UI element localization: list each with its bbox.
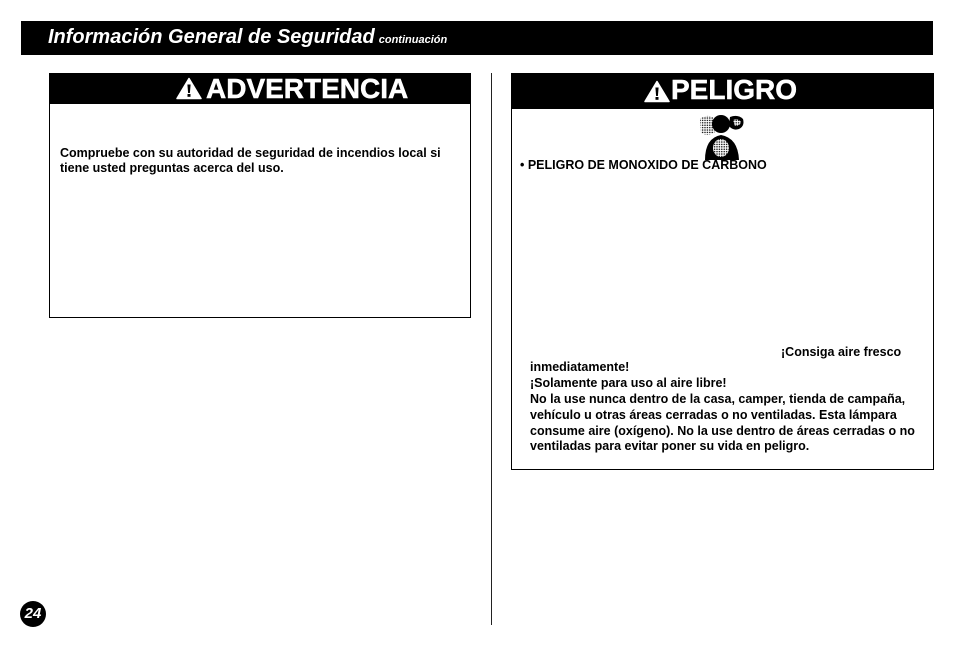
danger-body-line: ¡Consiga aire fresco: [781, 345, 902, 359]
danger-header: [512, 74, 933, 109]
warning-box: [49, 73, 471, 318]
danger-body-line: inmediatamente!: [530, 360, 630, 374]
danger-body-line: No la use nunca dentro de la casa, camper, tienda de campaña,: [530, 392, 906, 406]
carbon-monoxide-icon: [699, 112, 745, 160]
danger-body-line: vehículo u otras áreas cerradas o no ventiladas. Esta lámpara: [530, 408, 897, 422]
section-title-bar: [21, 21, 933, 55]
warning-triangle-icon: [644, 80, 670, 103]
danger-body-line: ventiladas para evitar poner su vida en peligro.: [530, 439, 810, 453]
warning-body-line: Compruebe con su autoridad de seguridad de incendios local si: [60, 146, 441, 160]
danger-box: [511, 73, 934, 470]
danger-heading: PELIGRO: [671, 74, 798, 105]
danger-body-line: ¡Solamente para uso al aire libre!: [530, 376, 727, 390]
hazard-title: • PELIGRO DE MONOXIDO DE CARBONO: [520, 158, 767, 172]
page-number: 24: [20, 601, 46, 627]
warning-triangle-icon: [176, 77, 202, 100]
section-title-text: Información General de Seguridad: [48, 26, 375, 48]
warning-header: [50, 74, 470, 104]
warning-heading: ADVERTENCIA: [206, 73, 409, 104]
danger-body-line: consume aire (oxígeno). No la use dentro de áreas cerradas o no: [530, 424, 915, 438]
section-subtitle: continuación: [378, 34, 448, 46]
warning-body-line: tiene usted preguntas acerca del uso.: [60, 161, 284, 175]
section-title: [48, 26, 447, 51]
column-divider: [491, 73, 492, 625]
